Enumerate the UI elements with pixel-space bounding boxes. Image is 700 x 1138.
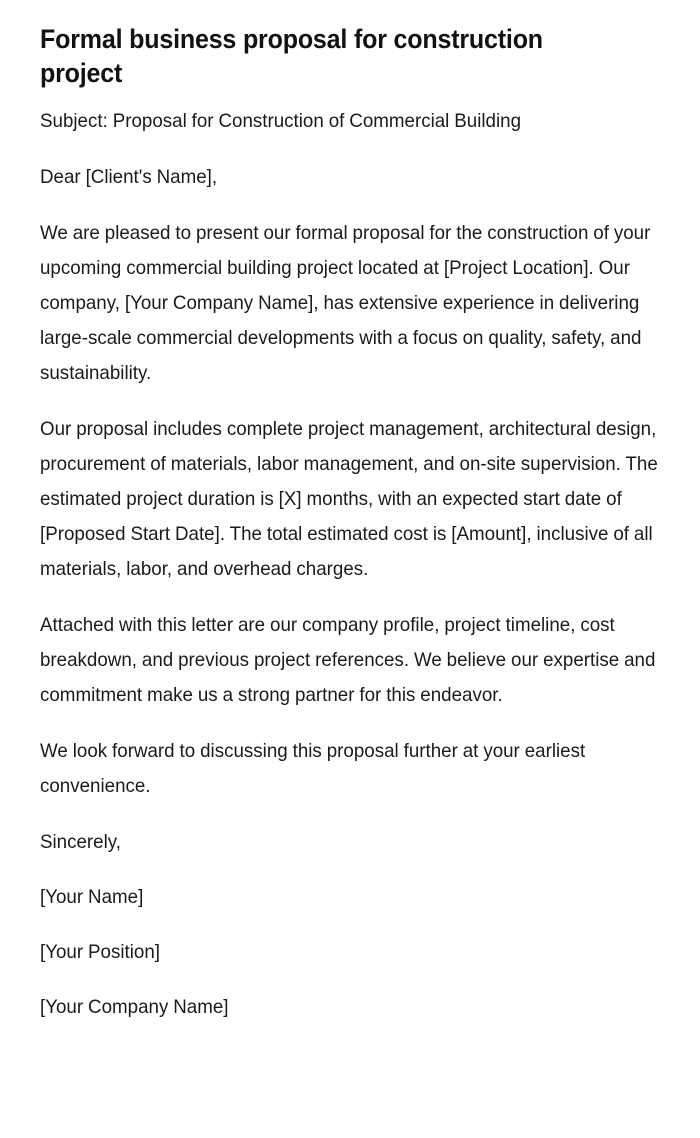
signature-position: [Your Position] xyxy=(40,941,160,963)
signature-company: [Your Company Name] xyxy=(40,996,229,1018)
signoff: Sincerely, xyxy=(40,831,121,853)
signature-name: [Your Name] xyxy=(40,886,144,908)
paragraph-introduction: We are pleased to present our formal proposal for the construction of your upcoming commercial building project located at [Project Location]. Our company, [Your Company Name], has extensive experience in delivering large-scale commercial developments with a focus on quality, safety, and sustainability. xyxy=(40,222,651,384)
paragraph-attachments: Attached with this letter are our company profile, project timeline, cost breakdown, and previous project references. We believe our expertise and commitment make us a strong partner for this endeavor. xyxy=(40,614,656,706)
paragraph-scope-and-cost: Our proposal includes complete project management, architectural design, procurement of materials, labor management, and on-site supervision. The estimated project duration is [X] months, with an expected start date of [Proposed Start Date]. The total estimated cost is [Amount], inclusive of all materials, labor, and overhead charges. xyxy=(40,418,658,580)
paragraph-closing-statement: We look forward to discussing this proposal further at your earliest convenience. xyxy=(40,740,586,797)
salutation: Dear [Client's Name], xyxy=(40,166,218,188)
subject-line: Subject: Proposal for Construction of Commercial Building xyxy=(40,110,522,132)
page-title: Formal business proposal for construction project xyxy=(40,24,543,88)
